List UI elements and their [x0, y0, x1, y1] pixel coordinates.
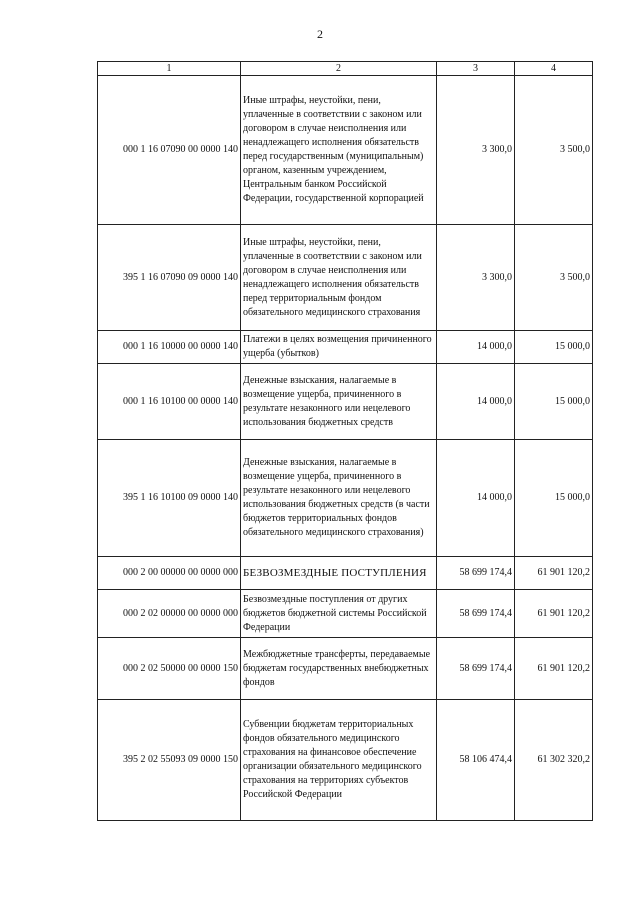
row-code: 000 2 00 00000 00 0000 000: [98, 557, 241, 590]
table-row: [98, 76, 593, 225]
row-name: Денежные взыскания, налагаемые в возмещение ущерба, причиненного в результате незаконного или нецелевого использования бюджетных средств (в части бюджетов территориальных фондов обязательного медицинского страхования): [241, 440, 437, 557]
table-row: [98, 364, 593, 440]
row-code: 395 1 16 10100 09 0000 140: [98, 440, 241, 557]
row-value-col4: 61 901 120,2: [515, 590, 593, 638]
row-code: 395 2 02 55093 09 0000 150: [98, 700, 241, 821]
table-row: [98, 440, 593, 557]
row-value-col3: 58 699 174,4: [437, 590, 515, 638]
row-value-col3: 14 000,0: [437, 440, 515, 557]
row-value-col3: 14 000,0: [437, 331, 515, 364]
table-row: [98, 225, 593, 331]
table-row: [98, 590, 593, 638]
budget-table: [97, 61, 593, 821]
row-name: Межбюджетные трансферты, передаваемые бюджетам государственных внебюджетных фондов: [241, 638, 437, 700]
row-value-col4: 3 500,0: [515, 225, 593, 331]
row-code: 000 1 16 07090 00 0000 140: [98, 76, 241, 225]
row-name: Денежные взыскания, налагаемые в возмещение ущерба, причиненного в результате незаконного или нецелевого использования бюджетных средств: [241, 364, 437, 440]
column-header-2: 2: [241, 62, 437, 76]
row-value-col4: 61 302 320,2: [515, 700, 593, 821]
row-value-col4: 15 000,0: [515, 440, 593, 557]
row-value-col4: 15 000,0: [515, 331, 593, 364]
row-value-col3: 58 699 174,4: [437, 638, 515, 700]
table-row: [98, 638, 593, 700]
table-row: [98, 700, 593, 821]
row-code: 000 1 16 10100 00 0000 140: [98, 364, 241, 440]
row-code: 000 2 02 00000 00 0000 000: [98, 590, 241, 638]
table-row: [98, 331, 593, 364]
row-value-col4: 15 000,0: [515, 364, 593, 440]
column-header-3: 3: [437, 62, 515, 76]
row-value-col4: 61 901 120,2: [515, 557, 593, 590]
row-value-col3: 14 000,0: [437, 364, 515, 440]
row-name: Иные штрафы, неустойки, пени, уплаченные в соответствии с законом или договором в случае неисполнения или ненадлежащего исполнения обязательств перед государственным (муниципальным) органом, казенным учреждением, Центральным банком Российской Федерации, государственной корпорацией: [241, 76, 437, 225]
row-name: БЕЗВОЗМЕЗДНЫЕ ПОСТУПЛЕНИЯ: [241, 557, 437, 590]
column-header-1: 1: [98, 62, 241, 76]
column-header-4: 4: [515, 62, 593, 76]
table-header-row: [98, 62, 593, 76]
row-name: Безвозмездные поступления от других бюджетов бюджетной системы Российской Федерации: [241, 590, 437, 638]
row-value-col3: 3 300,0: [437, 225, 515, 331]
row-name: Субвенции бюджетам территориальных фондов обязательного медицинского страхования на финансовое обеспечение организации обязательного медицинского страхования на территориях субъектов Российской Федерации: [241, 700, 437, 821]
page-number: 2: [317, 27, 323, 41]
row-value-col4: 3 500,0: [515, 76, 593, 225]
row-value-col3: 3 300,0: [437, 76, 515, 225]
row-name: Иные штрафы, неустойки, пени, уплаченные в соответствии с законом или договором в случае неисполнения или ненадлежащего исполнения обязательств перед территориальным фондом обязательного медицинского страхования: [241, 225, 437, 331]
row-code: 000 1 16 10000 00 0000 140: [98, 331, 241, 364]
table-row: [98, 557, 593, 590]
row-code: 000 2 02 50000 00 0000 150: [98, 638, 241, 700]
row-value-col4: 61 901 120,2: [515, 638, 593, 700]
row-code: 395 1 16 07090 09 0000 140: [98, 225, 241, 331]
row-value-col3: 58 699 174,4: [437, 557, 515, 590]
row-name: Платежи в целях возмещения причиненного ущерба (убытков): [241, 331, 437, 364]
row-value-col3: 58 106 474,4: [437, 700, 515, 821]
